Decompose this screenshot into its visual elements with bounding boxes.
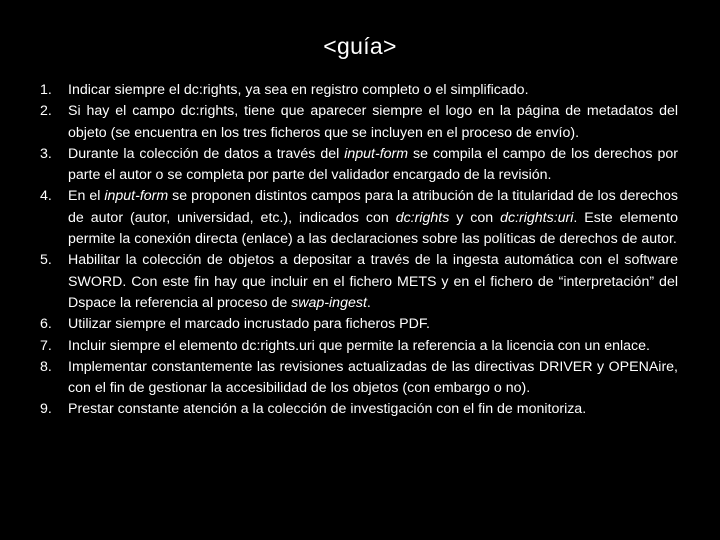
item-text: . Este elemento permite la conexión directa (enlace) a las declaraciones sobre las políticas de derechos de autor. bbox=[68, 209, 678, 248]
guide-list bbox=[30, 80, 678, 421]
item-text: Prestar constante atención a la colección de investigación con el fin de monitoriza. bbox=[68, 401, 587, 418]
item-number: 3. bbox=[40, 145, 52, 162]
guide-item bbox=[30, 80, 678, 101]
guide-item bbox=[30, 357, 678, 400]
item-text: se proponen distintos campos para la atribución de la titularidad de los derechos de autor (autor, universidad, etc.), indicados con bbox=[68, 188, 678, 226]
item-text-italic: swap-ingest bbox=[291, 294, 367, 311]
item-text-italic: input-form bbox=[104, 188, 169, 205]
item-number: 5. bbox=[40, 252, 52, 269]
item-text: En el bbox=[68, 188, 105, 205]
slide-title: <guía> bbox=[323, 33, 397, 59]
item-number: 7. bbox=[40, 337, 52, 354]
guide-item bbox=[30, 144, 678, 187]
item-text: Implementar constantemente las revisiones actualizadas de las directivas DRIVER y OPENAire, con el fin de gestionar la accesibilidad de los objetos (con embargo o no). bbox=[68, 358, 678, 397]
guide-item bbox=[30, 399, 678, 420]
item-text: se compila el campo de los derechos por parte el autor o se completa por parte del validador encargado de la revisión. bbox=[68, 145, 678, 184]
item-text-italic: input-form bbox=[344, 145, 409, 162]
item-number: 9. bbox=[40, 401, 52, 418]
guide-item bbox=[30, 101, 678, 144]
item-text: Si hay el campo dc:rights, tiene que aparecer siempre el logo en la página de metadatos del objeto (se encuentra en los tres ficheros que se incluyen en el proceso de envío). bbox=[68, 103, 678, 141]
item-text-italic: dc:rights bbox=[395, 209, 450, 226]
item-number: 8. bbox=[40, 358, 52, 375]
item-text: Durante la colección de datos a través del bbox=[68, 145, 345, 162]
guide-item bbox=[30, 186, 678, 250]
guide-item bbox=[30, 314, 678, 335]
item-number: 6. bbox=[40, 316, 52, 333]
item-text-italic: dc:rights:uri bbox=[500, 209, 574, 226]
item-number: 1. bbox=[40, 82, 52, 98]
item-text: Habilitar la colección de objetos a depositar a través de la ingesta automática con el software SWORD. Con este fin hay que incluir en el fichero METS y en el fichero de “interpretación” del Dspace la referencia al proceso de bbox=[68, 252, 678, 311]
item-text: y con bbox=[449, 209, 501, 226]
item-text: Utilizar siempre el marcado incrustado para ficheros PDF. bbox=[68, 316, 430, 333]
item-text: . bbox=[366, 294, 371, 311]
item-number: 4. bbox=[40, 188, 52, 205]
item-number: 2. bbox=[40, 103, 52, 120]
guide-item bbox=[30, 336, 678, 357]
item-text: Incluir siempre el elemento dc:rights.uri que permite la referencia a la licencia con un enlace. bbox=[68, 337, 650, 354]
guide-item bbox=[30, 250, 678, 314]
item-text: Indicar siempre el dc:rights, ya sea en registro completo o el simplificado. bbox=[68, 82, 529, 98]
